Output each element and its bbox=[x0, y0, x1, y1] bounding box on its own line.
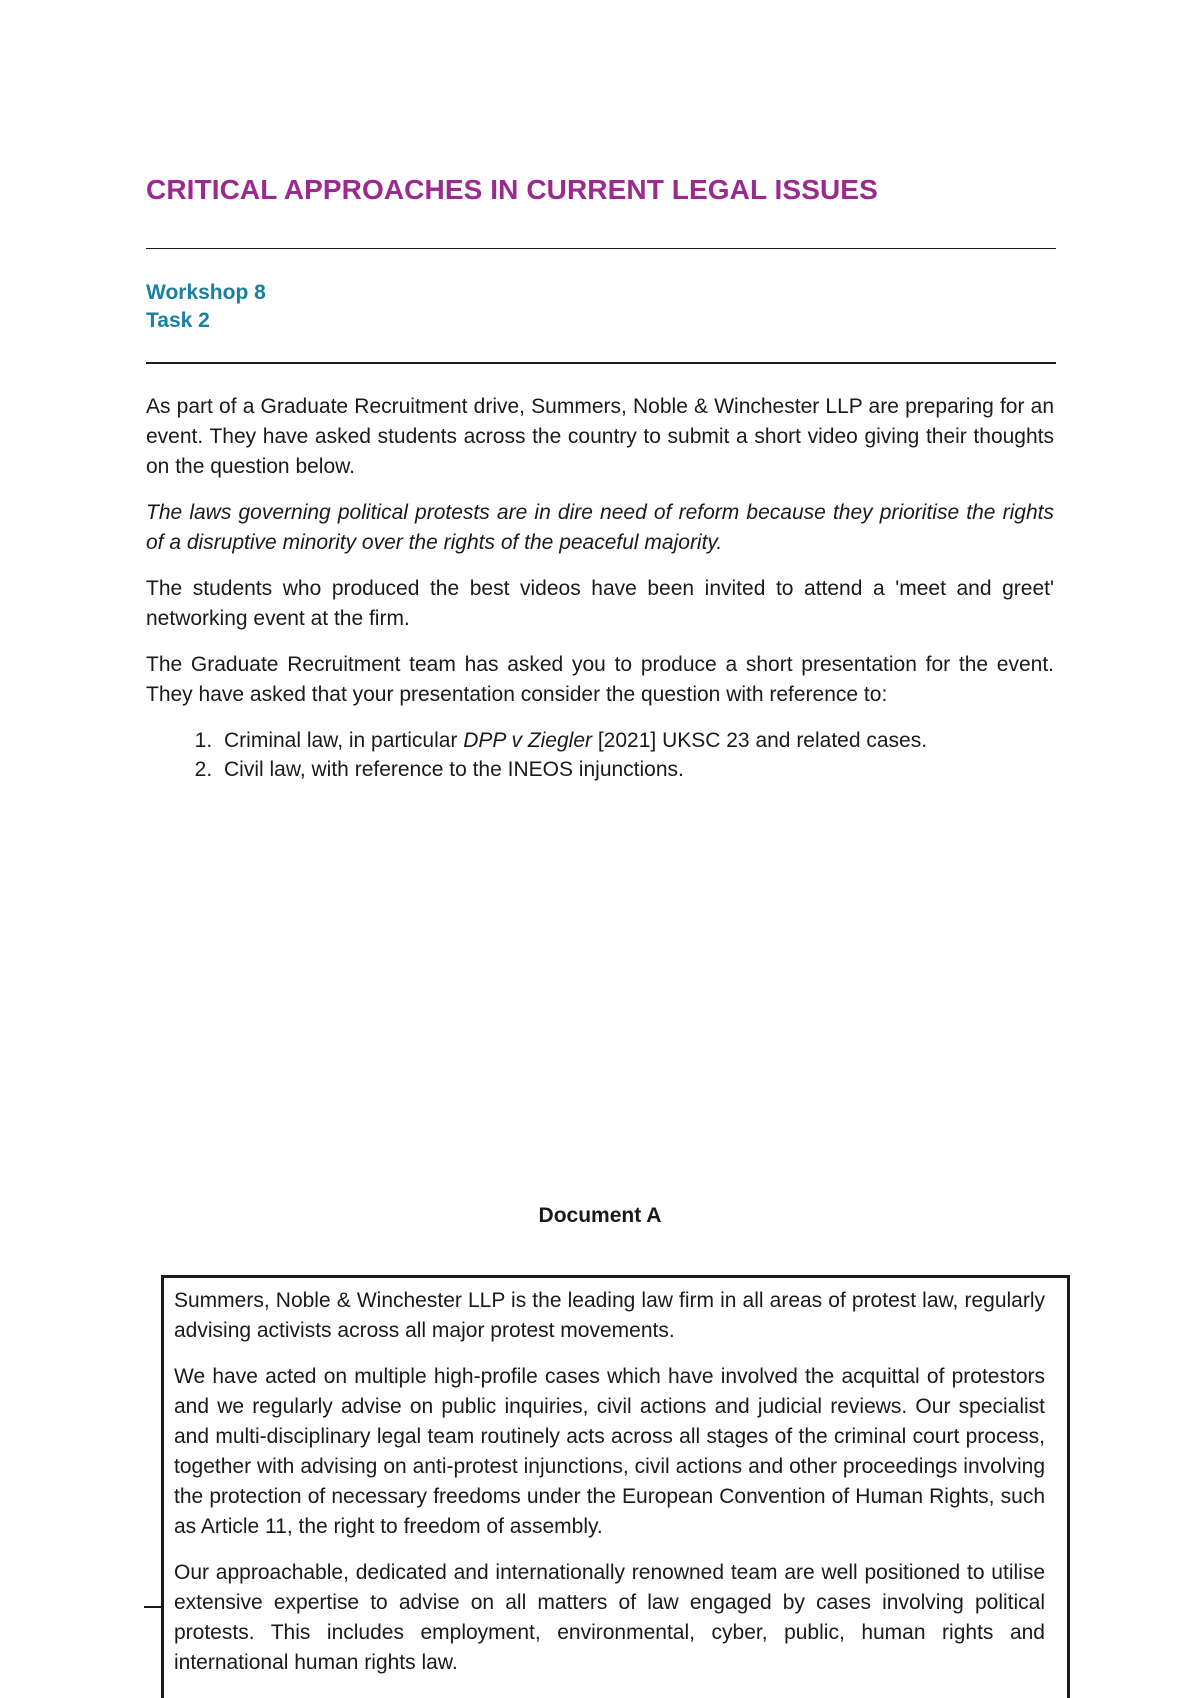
header-divider bbox=[146, 362, 1056, 364]
page-title: CRITICAL APPROACHES IN CURRENT LEGAL ISSUES bbox=[146, 174, 878, 205]
document-a-heading: Document A bbox=[538, 1204, 662, 1227]
document-a-box bbox=[161, 1275, 1070, 1698]
intro-paragraph: As part of a Graduate Recruitment drive, Summers, Noble & Winchester LLP are preparing for an event. They have asked students across the country to submit a short video giving their thoughts on the question below. bbox=[146, 395, 1054, 478]
workshop-label: Workshop 8 bbox=[146, 281, 266, 304]
title-divider bbox=[146, 248, 1056, 249]
presentation-paragraph: The Graduate Recruitment team has asked you to produce a short presentation for the event. They have asked that your presentation consider the question with reference to: bbox=[146, 653, 1054, 706]
margin-mark bbox=[144, 1606, 162, 1608]
case-name: DPP v Ziegler bbox=[463, 729, 593, 752]
list-item: 1. Criminal law, in particular DPP v Ziegler [2021] UKSC 23 and related cases. bbox=[218, 726, 1054, 755]
workshop-task-info bbox=[146, 279, 266, 335]
document-a-paragraph: We have acted on multiple high-profile cases which have involved the acquittal of protestors and we regularly advise on public inquiries, civil actions and judicial reviews. Our specialist and multi-disciplinary legal team routinely acts across all stages of the criminal court process, together with advising on anti-protest injunctions, civil actions and other proceedings involving the protection of necessary freedoms under the European Convention of Human Rights, such as Article 11, the right to freedom of assembly. bbox=[174, 1365, 1045, 1538]
reference-list bbox=[146, 726, 1054, 784]
document-a-paragraph: Summers, Noble & Winchester LLP is the leading law firm in all areas of protest law, regularly advising activists across all major protest movements. bbox=[174, 1289, 1045, 1342]
task-label: Task 2 bbox=[146, 309, 210, 332]
list-item: 2. Civil law, with reference to the INEOS injunctions. bbox=[218, 755, 1054, 784]
invitation-paragraph: The students who produced the best videos have been invited to attend a 'meet and greet' networking event at the firm. bbox=[146, 577, 1054, 630]
task-body bbox=[146, 392, 1054, 784]
document-a-paragraph: Our approachable, dedicated and internationally renowned team are well positioned to utilise extensive expertise to advise on all matters of law engaged by cases involving political protests. This includes employment, environmental, cyber, public, human rights and international human rights law. bbox=[174, 1561, 1045, 1674]
question-quote: The laws governing political protests are in dire need of reform because they prioritise the rights of a disruptive minority over the rights of the peaceful majority. bbox=[146, 501, 1054, 554]
